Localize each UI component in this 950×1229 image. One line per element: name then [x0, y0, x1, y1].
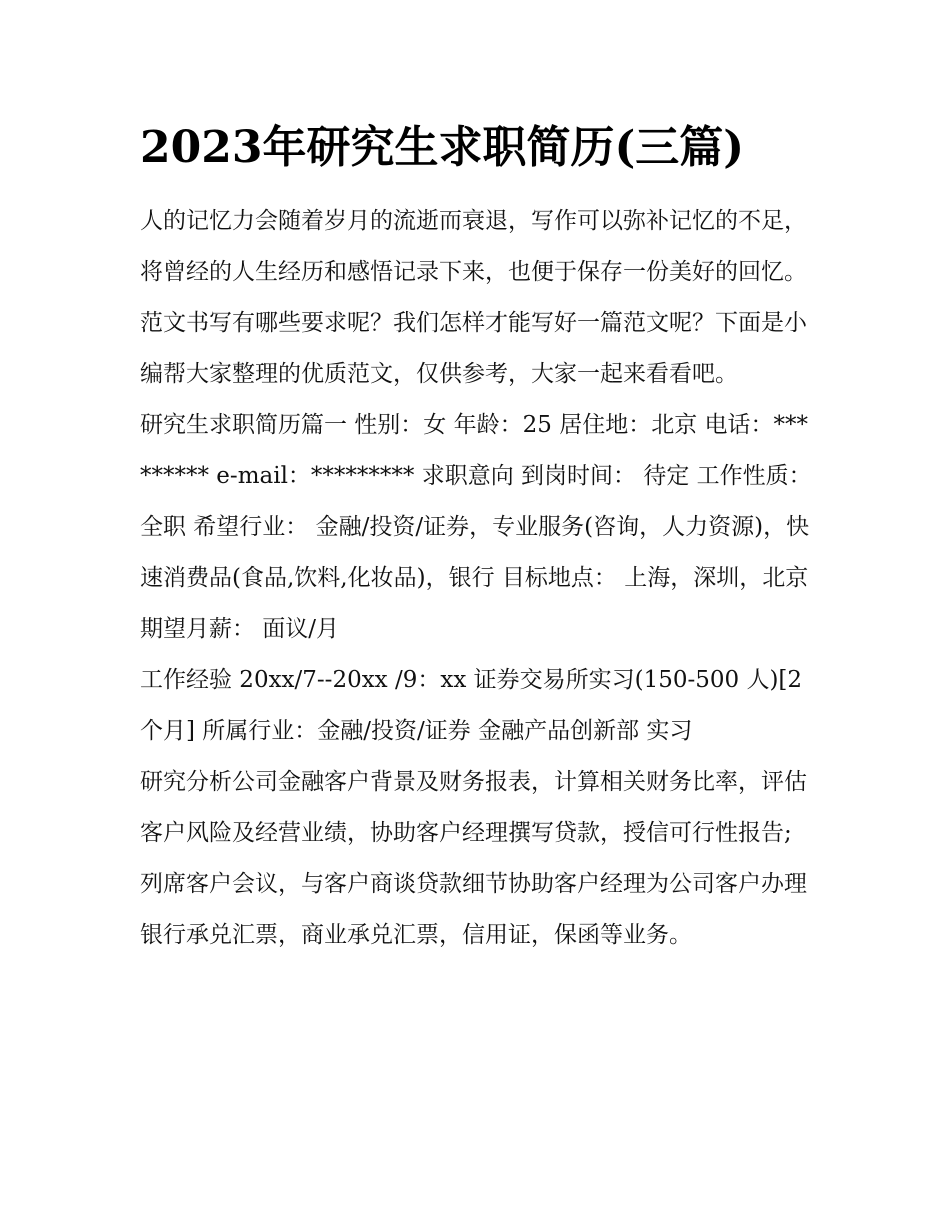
document-title: 2023年研究生求职简历(三篇) [140, 122, 745, 173]
paragraph-job-duties: 研究分析公司金融客户背景及财务报表，计算相关财务比率，评估客户风险及经营业绩，协助客户经理撰写贷款，授信可行性报告;列席客户会议，与客户商谈贷款细节协助客户经理为公司客户办理银行承兑汇票，商业承兑汇票，信用证，保函等业务。 [140, 769, 807, 948]
paragraph-job-preferences: 全职 希望行业： 金融/投资/证券，专业服务(咨询，人力资源)，快速消费品(食品,饮料,化妆品)，银行 目标地点： 上海，深圳，北京 期望月薪： 面议/月 [140, 514, 810, 642]
paragraph-work-experience: 工作经验 20xx/7--20xx /9：xx 证券交易所实习(150-500 人)[2 个月] 所属行业：金融/投资/证券 金融产品创新部 实习 [140, 667, 803, 744]
paragraph-resume-basic-info: 研究生求职简历篇一 性别：女 年龄：25 居住地：北京 电话：********* e-mail：********* 求职意向 到岗时间： 待定 工作性质： [140, 412, 812, 489]
paragraph-intro: 人的记忆力会随着岁月的流逝而衰退，写作可以弥补记忆的不足，将曾经的人生经历和感悟记录下来，也便于保存一份美好的回忆。范文书写有哪些要求呢？我们怎样才能写好一篇范文呢？下面是小编帮大家整理的优质范文，仅供参考，大家一起来看看吧。 [140, 208, 807, 387]
document-body [140, 196, 812, 961]
